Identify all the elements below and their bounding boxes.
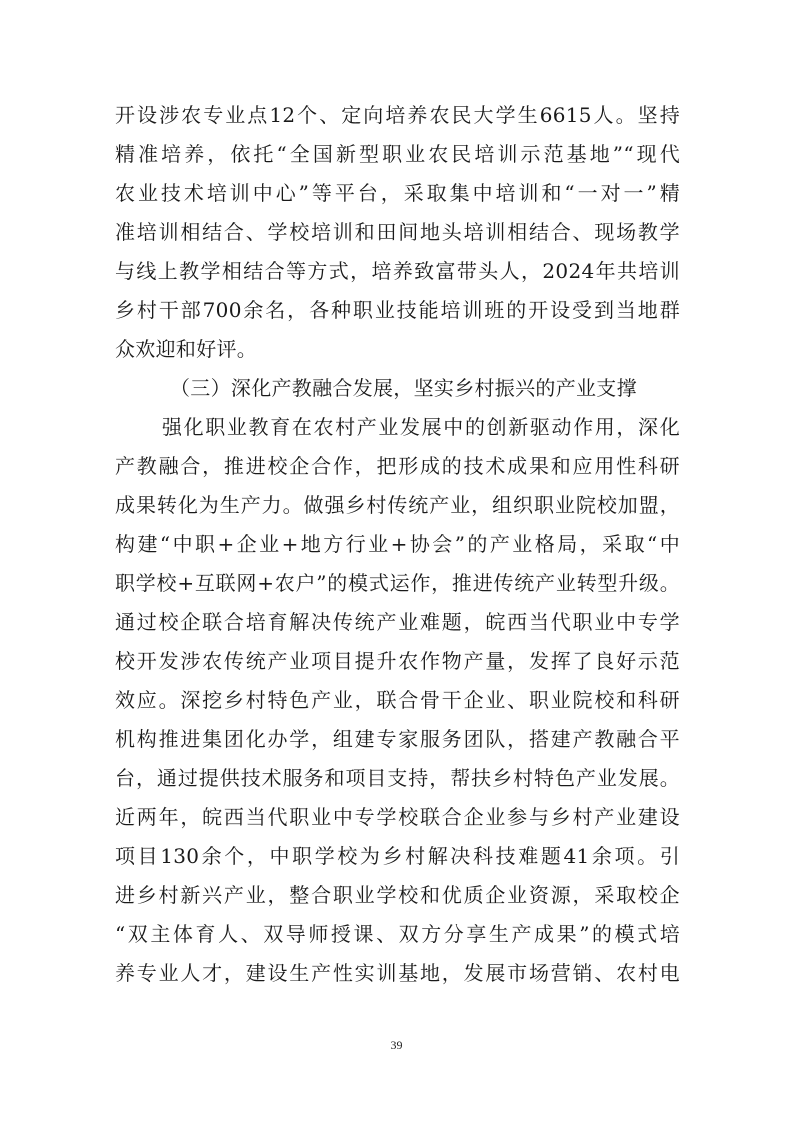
paragraph-line: 准培训相结合、学校培训和田间地头培训相结合、现场教学 [115, 220, 680, 244]
paragraph-line: 养专业人才，建设生产性实训基地，发展市场营销、农村电 [115, 961, 680, 985]
section-heading: （三）深化产教融合发展，坚实乡村振兴的产业支撑 [170, 376, 637, 400]
paragraph-line: 农业技术培训中心”等平台，采取集中培训和“一对一”精 [115, 181, 680, 205]
paragraph-line: 开设涉农专业点12个、定向培养农民大学生6615人。坚持 [115, 103, 680, 127]
paragraph-line: 产教融合，推进校企合作，把形成的技术成果和应用性科研 [115, 454, 680, 478]
paragraph-rural-training [115, 96, 680, 369]
paragraph-line: 台，通过提供技术服务和项目支持，帮扶乡村特色产业发展。 [115, 766, 680, 790]
paragraph-line: 成果转化为生产力。做强乡村传统产业，组织职业院校加盟， [115, 493, 680, 517]
paragraph-line: 众欢迎和好评。 [115, 337, 258, 361]
paragraph-industry-integration [115, 408, 680, 993]
paragraph-line: 强化职业教育在农村产业发展中的创新驱动作用，深化 [162, 415, 680, 439]
paragraph-line: 职学校+互联网+农户”的模式运作，推进传统产业转型升级。 [115, 571, 680, 595]
paragraph-line: 效应。深挖乡村特色产业，联合骨干企业、职业院校和科研 [115, 688, 680, 712]
document-body [115, 96, 680, 993]
paragraph-line: 与线上教学相结合等方式，培养致富带头人，2024年共培训 [115, 259, 680, 283]
paragraph-line: 校开发涉农传统产业项目提升农作物产量，发挥了良好示范 [115, 649, 680, 673]
paragraph-line: 通过校企联合培育解决传统产业难题，皖西当代职业中专学 [115, 610, 680, 634]
paragraph-line: 近两年，皖西当代职业中专学校联合企业参与乡村产业建设 [115, 805, 680, 829]
paragraph-line: “双主体育人、双导师授课、双方分享生产成果”的模式培 [115, 922, 680, 946]
page-number: 39 [390, 1038, 403, 1052]
paragraph-line: 进乡村新兴产业，整合职业学校和优质企业资源，采取校企 [115, 883, 680, 907]
paragraph-line: 乡村干部700余名，各种职业技能培训班的开设受到当地群 [115, 298, 680, 322]
paragraph-line: 精准培养，依托“全国新型职业农民培训示范基地”“现代 [115, 142, 680, 166]
paragraph-line: 机构推进集团化办学，组建专家服务团队，搭建产教融合平 [115, 727, 680, 751]
paragraph-line: 构建“中职+企业+地方行业+协会”的产业格局，采取“中 [115, 532, 680, 556]
paragraph-line: 项目130余个，中职学校为乡村解决科技难题41余项。引 [115, 844, 680, 868]
